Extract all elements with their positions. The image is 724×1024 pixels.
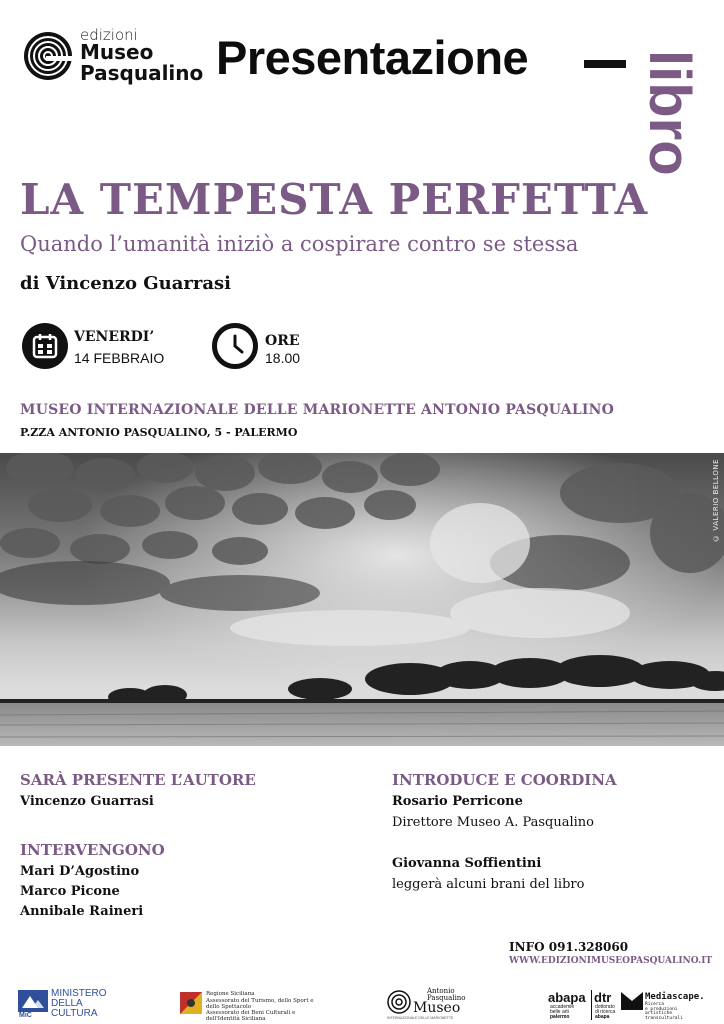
book-author: di Vincenzo Guarrasi <box>20 273 231 294</box>
venue-address: P.ZZA ANTONIO PASQUALINO, 5 - PALERMO <box>20 426 298 439</box>
abapa-divider <box>591 990 592 1020</box>
abapa-sub1: accademie <box>550 1004 575 1010</box>
event-time: 18.00 <box>265 350 301 366</box>
vertical-word: libro <box>637 50 702 176</box>
storm-landscape-photo <box>0 453 724 746</box>
abapa-name: abapa <box>548 990 586 1005</box>
logo-pasqualino: Pasqualino <box>80 61 204 85</box>
photo-credit: © VALERIO BELLONE <box>712 459 720 542</box>
book-title: LA TEMPESTA PERFETTA <box>20 175 649 224</box>
event-day: VENERDI’ <box>74 329 155 345</box>
storm-clouds-image <box>0 453 724 746</box>
sicilia-line3: Assessorato dei Beni Culturali e dell'Identità Siciliana <box>206 1010 296 1022</box>
speaker-3: Annibale Raineri <box>20 904 144 919</box>
abapa-sub3: palermo <box>550 1014 570 1020</box>
author-present-heading: SARÀ PRESENTE L’AUTORE <box>20 771 256 789</box>
mic-line1: MINISTERO <box>51 988 107 999</box>
trinacria-icon <box>180 992 202 1014</box>
mediascape-sub1: Ricerca <box>645 1002 664 1007</box>
mic-abbr: MiC <box>19 1012 32 1019</box>
moderator-heading: INTRODUCE E COORDINA <box>392 771 617 789</box>
museo-line3: Museo <box>413 1000 461 1016</box>
mediascape-icon <box>621 992 643 1010</box>
info-website[interactable]: WWW.EDIZIONIMUSEOPASQUALINO.IT <box>509 956 713 966</box>
info-phone: INFO 091.328060 <box>509 940 629 954</box>
museo-line1: Antonio <box>427 987 455 995</box>
mic-logo <box>18 988 128 1022</box>
mic-line3: CULTURA <box>51 1008 98 1019</box>
abapa-dtr-logo <box>548 990 618 1022</box>
regione-siciliana-logo <box>180 990 320 1022</box>
speakers-heading: INTERVENGONO <box>20 841 165 859</box>
headline-dash <box>584 60 626 68</box>
moderator-role: Direttore Museo A. Pasqualino <box>392 815 595 830</box>
mediascape-sub3: artistiche <box>645 1011 673 1016</box>
date-block <box>22 323 68 369</box>
mediascape-sub4: transculturali <box>645 1015 683 1021</box>
author-present-name: Vincenzo Guarrasi <box>20 794 154 809</box>
time-block <box>212 323 258 369</box>
museo-spiral-icon <box>387 990 411 1014</box>
sicilia-line2: Assessorato del Turismo, dello Sport e dello Spettacolo <box>206 998 314 1010</box>
museo-line2: Pasqualino <box>427 994 466 1002</box>
dtr-sub2: di ricerca <box>595 1009 616 1015</box>
dtr-name: dtr <box>594 990 612 1005</box>
logo-museo: Museo <box>80 40 154 64</box>
mediascape-sub2: e produzioni <box>645 1006 678 1012</box>
reader-name: Giovanna Soffientini <box>392 856 542 871</box>
event-date: 14 FEBBRAIO <box>74 350 165 366</box>
museo-line4: INTERNAZIONALE DELLE MARIONETTE <box>387 1016 454 1020</box>
dtr-sub3: abapa <box>595 1014 610 1020</box>
museo-footer-logo <box>387 988 477 1022</box>
event-time-label: ORE <box>265 333 300 349</box>
sicilia-line1: Regione Siciliana <box>206 991 255 997</box>
venue-name: MUSEO INTERNAZIONALE DELLE MARIONETTE ANTONIO PASQUALINO <box>20 402 615 418</box>
vertical-word-container <box>637 50 702 220</box>
mic-line2: DELLA <box>51 998 83 1009</box>
logo-edizioni: edizioni <box>80 26 138 44</box>
spiral-logo-icon <box>22 30 74 82</box>
dtr-sub1: dottorato <box>595 1004 615 1010</box>
mediascape-name: Mediascape. <box>645 992 705 1002</box>
speaker-1: Mari D’Agostino <box>20 864 140 879</box>
reader-role: leggerà alcuni brani del libro <box>392 877 585 892</box>
speaker-2: Marco Picone <box>20 884 120 899</box>
museo-pasqualino-logo <box>22 26 202 86</box>
book-subtitle: Quando l’umanità iniziò a cospirare contro se stessa <box>20 232 579 256</box>
abapa-sub2: belle arti <box>550 1009 569 1015</box>
moderator-name: Rosario Perricone <box>392 794 523 809</box>
calendar-icon <box>22 323 68 369</box>
mediascape-logo <box>621 990 721 1022</box>
headline: Presentazione <box>216 31 529 84</box>
clock-icon <box>212 323 258 369</box>
